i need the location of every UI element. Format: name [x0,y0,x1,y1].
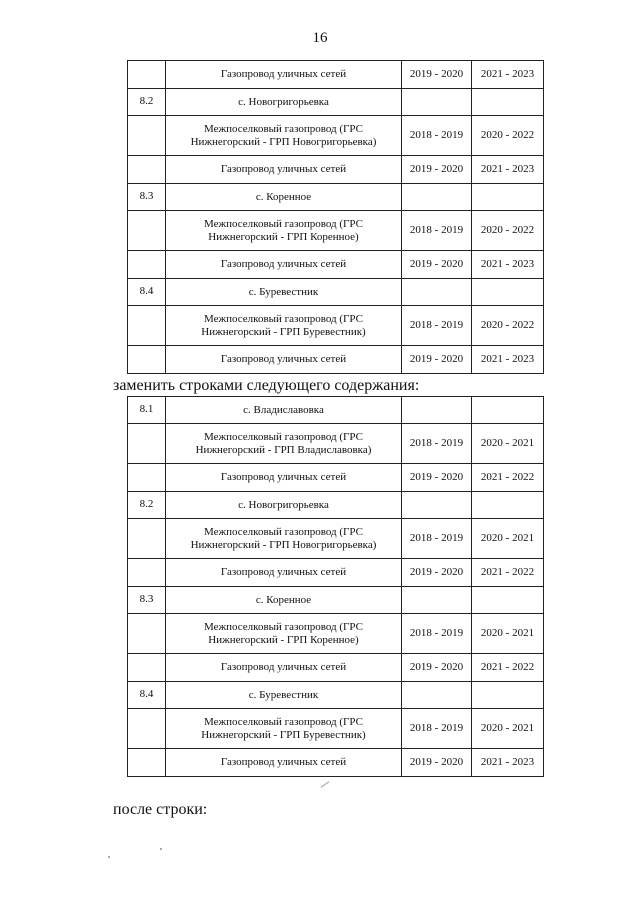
period-design-cell: 2018 - 2019 [402,614,472,654]
item-name-cell: Межпоселковый газопровод (ГРС Нижнегорский - ГРП Новогригорьевка) [166,116,402,156]
row-number-cell [128,424,166,464]
period-design-cell: 2018 - 2019 [402,116,472,156]
period-design-cell [402,89,472,116]
item-name-cell: с. Коренное [166,587,402,614]
period-design-cell [402,492,472,519]
gas-pipeline-table-original [127,60,544,374]
period-build-cell: 2021 - 2023 [472,251,544,279]
table-row [128,61,544,89]
item-name-cell: с. Новогригорьевка [166,492,402,519]
table-row [128,559,544,587]
period-design-cell: 2019 - 2020 [402,464,472,492]
period-build-cell [472,184,544,211]
item-name-cell: Газопровод уличных сетей [166,156,402,184]
table-row [128,614,544,654]
period-design-cell: 2018 - 2019 [402,211,472,251]
table-row [128,519,544,559]
row-number-cell [128,116,166,156]
item-name-cell: с. Владиславовка [166,397,402,424]
table-body [128,61,544,374]
scan-speck [160,848,162,850]
row-number-cell [128,346,166,374]
table-row [128,89,544,116]
period-build-cell: 2020 - 2021 [472,519,544,559]
row-number-cell [128,519,166,559]
item-name-cell: с. Буревестник [166,279,402,306]
item-name-cell: Межпоселковый газопровод (ГРС Нижнегорский - ГРП Коренное) [166,614,402,654]
period-build-cell [472,587,544,614]
table-row [128,397,544,424]
replace-instruction: заменить строками следующего содержания: [113,377,420,394]
period-build-cell: 2020 - 2022 [472,306,544,346]
row-number-cell [128,306,166,346]
table-row [128,211,544,251]
table-row [128,306,544,346]
table-row [128,682,544,709]
item-name-cell: Межпоселковый газопровод (ГРС Нижнегорский - ГРП Буревестник) [166,709,402,749]
row-number-cell [128,464,166,492]
item-name-cell: с. Новогригорьевка [166,89,402,116]
item-name-cell: Межпоселковый газопровод (ГРС Нижнегорский - ГРП Коренное) [166,211,402,251]
period-build-cell: 2021 - 2023 [472,156,544,184]
table-row [128,424,544,464]
table-row [128,116,544,156]
item-name-cell: Газопровод уличных сетей [166,559,402,587]
item-name-cell: Газопровод уличных сетей [166,749,402,777]
period-design-cell [402,587,472,614]
period-build-cell: 2020 - 2021 [472,614,544,654]
period-design-cell: 2019 - 2020 [402,346,472,374]
row-number-cell: 8.2 [128,89,166,116]
period-design-cell [402,682,472,709]
period-design-cell: 2019 - 2020 [402,749,472,777]
row-number-cell [128,156,166,184]
period-build-cell [472,492,544,519]
period-build-cell [472,682,544,709]
item-name-cell: Газопровод уличных сетей [166,464,402,492]
item-name-cell: Межпоселковый газопровод (ГРС Нижнегорский - ГРП Буревестник) [166,306,402,346]
row-number-cell: 8.3 [128,184,166,211]
period-design-cell [402,397,472,424]
item-name-cell: Газопровод уличных сетей [166,61,402,89]
item-name-cell: Межпоселковый газопровод (ГРС Нижнегорский - ГРП Новогригорьевка) [166,519,402,559]
period-design-cell: 2019 - 2020 [402,654,472,682]
period-design-cell: 2019 - 2020 [402,251,472,279]
item-name-cell: Газопровод уличных сетей [166,251,402,279]
page-number: 16 [312,30,328,46]
period-design-cell: 2019 - 2020 [402,61,472,89]
period-build-cell [472,279,544,306]
after-row-instruction: после строки: [113,801,208,818]
period-build-cell: 2020 - 2021 [472,709,544,749]
table-row [128,587,544,614]
period-build-cell: 2021 - 2023 [472,346,544,374]
scan-speck [108,856,110,858]
period-design-cell [402,184,472,211]
period-build-cell: 2021 - 2022 [472,464,544,492]
row-number-cell [128,749,166,777]
period-build-cell: 2020 - 2021 [472,424,544,464]
period-design-cell [402,279,472,306]
table-row [128,464,544,492]
table-row [128,709,544,749]
period-design-cell: 2018 - 2019 [402,306,472,346]
period-design-cell: 2018 - 2019 [402,519,472,559]
row-number-cell: 8.4 [128,279,166,306]
period-design-cell: 2018 - 2019 [402,709,472,749]
period-design-cell: 2019 - 2020 [402,559,472,587]
row-number-cell [128,654,166,682]
item-name-cell: Газопровод уличных сетей [166,346,402,374]
period-build-cell [472,89,544,116]
table-row [128,346,544,374]
period-build-cell: 2020 - 2022 [472,211,544,251]
row-number-cell: 8.3 [128,587,166,614]
table-row [128,279,544,306]
row-number-cell: 8.1 [128,397,166,424]
period-design-cell: 2018 - 2019 [402,424,472,464]
row-number-cell [128,251,166,279]
pen-mark [321,781,330,788]
item-name-cell: с. Буревестник [166,682,402,709]
period-build-cell: 2021 - 2023 [472,749,544,777]
period-build-cell: 2021 - 2022 [472,654,544,682]
row-number-cell [128,709,166,749]
period-build-cell: 2020 - 2022 [472,116,544,156]
item-name-cell: с. Коренное [166,184,402,211]
table-row [128,251,544,279]
gas-pipeline-table-replacement [127,396,544,777]
row-number-cell [128,614,166,654]
table-row [128,654,544,682]
table-row [128,749,544,777]
row-number-cell [128,61,166,89]
table-row [128,156,544,184]
row-number-cell: 8.2 [128,492,166,519]
table-body [128,397,544,777]
period-build-cell: 2021 - 2023 [472,61,544,89]
row-number-cell [128,559,166,587]
item-name-cell: Газопровод уличных сетей [166,654,402,682]
period-design-cell: 2019 - 2020 [402,156,472,184]
item-name-cell: Межпоселковый газопровод (ГРС Нижнегорский - ГРП Владиславовка) [166,424,402,464]
row-number-cell: 8.4 [128,682,166,709]
period-build-cell: 2021 - 2022 [472,559,544,587]
table-row [128,184,544,211]
table-row [128,492,544,519]
period-build-cell [472,397,544,424]
row-number-cell [128,211,166,251]
